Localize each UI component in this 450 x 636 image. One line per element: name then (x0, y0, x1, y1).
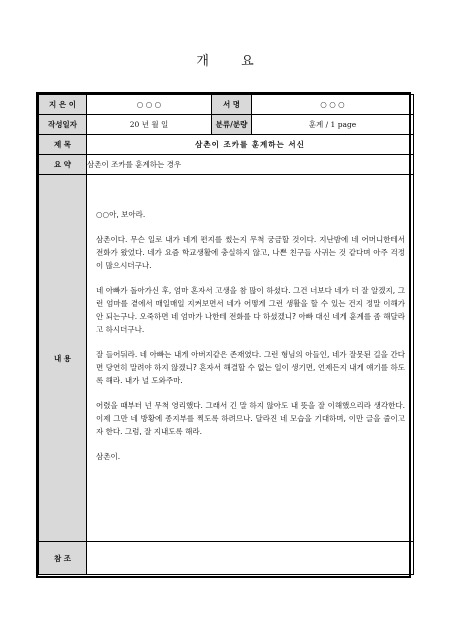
letter-paragraph: 어렸을 때부터 넌 무척 영리했다. 그래서 긴 말 하지 않아도 내 뜻을 잘 이해했으리라 생각한다. 이제 그만 네 방황에 종지부를 찍도록 하려므나. 달라진 네 모습을 기대하며, 이만 글을 줄이고자 한다. 그럼, 잘 지내도록 해라. (96, 401, 405, 436)
letter-body (87, 175, 413, 463)
letter-closing: 삼촌이. (96, 452, 121, 461)
reference-row (39, 542, 414, 575)
document-title[interactable]: 삼촌이 조카를 훈계하는 서신 (87, 135, 414, 155)
letter-paragraph: 잘 들어둬라. 네 아빠는 내게 아버지같은 존재였다. 그런 형님의 아들인, 네가 잘못된 길을 간다면 당연히 말려야 하지 않겠니? 혼자서 해결할 수 없는 일이 생기면, 언제든지 내게 얘기를 하도록 해라. 내가 널 도와주마. (96, 350, 405, 385)
date-row (39, 115, 414, 135)
summary-value[interactable]: 삼촌이 조카를 훈계하는 경우 (87, 155, 414, 175)
author-value[interactable]: ○ ○ ○ (87, 95, 212, 115)
reference-value[interactable] (87, 542, 414, 575)
summary-form (36, 92, 411, 578)
signature-label: 서 명 (212, 95, 252, 115)
letter-paragraph: 삼촌이다. 무슨 일로 내가 네게 편지를 썼는지 무척 궁금할 것이다. 지난밤에 네 어머니한테서 전화가 왔었다. 네가 요즘 학교생활에 충실하지 않고, 나쁜 친구들 사귀는 것 같다며 아주 걱정이 많으시더구나. (96, 235, 405, 270)
page-title: 개 요 (196, 54, 268, 69)
date-label: 작성일자 (39, 115, 87, 135)
letter-greeting: ○○아, 보아라. (96, 210, 146, 219)
letter-paragraph: 네 아빠가 돌아가신 후, 엄마 혼자서 고생을 참 많이 하셨다. 그건 너보다 네가 더 잘 알겠지, 그런 엄마를 곁에서 매일매일 지켜보면서 네가 어떻게 그런 생활을 할 수 있는 건지 정말 이해가 안 되는구나. 오죽하면 네 엄마가 나한테 전화를 다 하셨겠니? 아빠 대신 네게 훈계를 좀 해달라고 하시더구나. (96, 286, 405, 334)
author-label: 지 은 이 (39, 95, 87, 115)
form-table (38, 94, 414, 575)
summary-row (39, 155, 414, 175)
summary-label: 요 약 (39, 155, 87, 175)
signature-value[interactable]: ○ ○ ○ (252, 95, 414, 115)
content-row (39, 175, 414, 542)
content-label: 내 용 (39, 175, 87, 542)
content-cell[interactable] (87, 175, 414, 542)
reference-label: 참 조 (39, 542, 87, 575)
category-value[interactable]: 훈계 / 1 page (252, 115, 414, 135)
title-row (39, 135, 414, 155)
author-row (39, 95, 414, 115)
date-value[interactable]: 20 년 월 일 (87, 115, 212, 135)
category-label: 분류/분량 (212, 115, 252, 135)
title-label: 제 목 (39, 135, 87, 155)
